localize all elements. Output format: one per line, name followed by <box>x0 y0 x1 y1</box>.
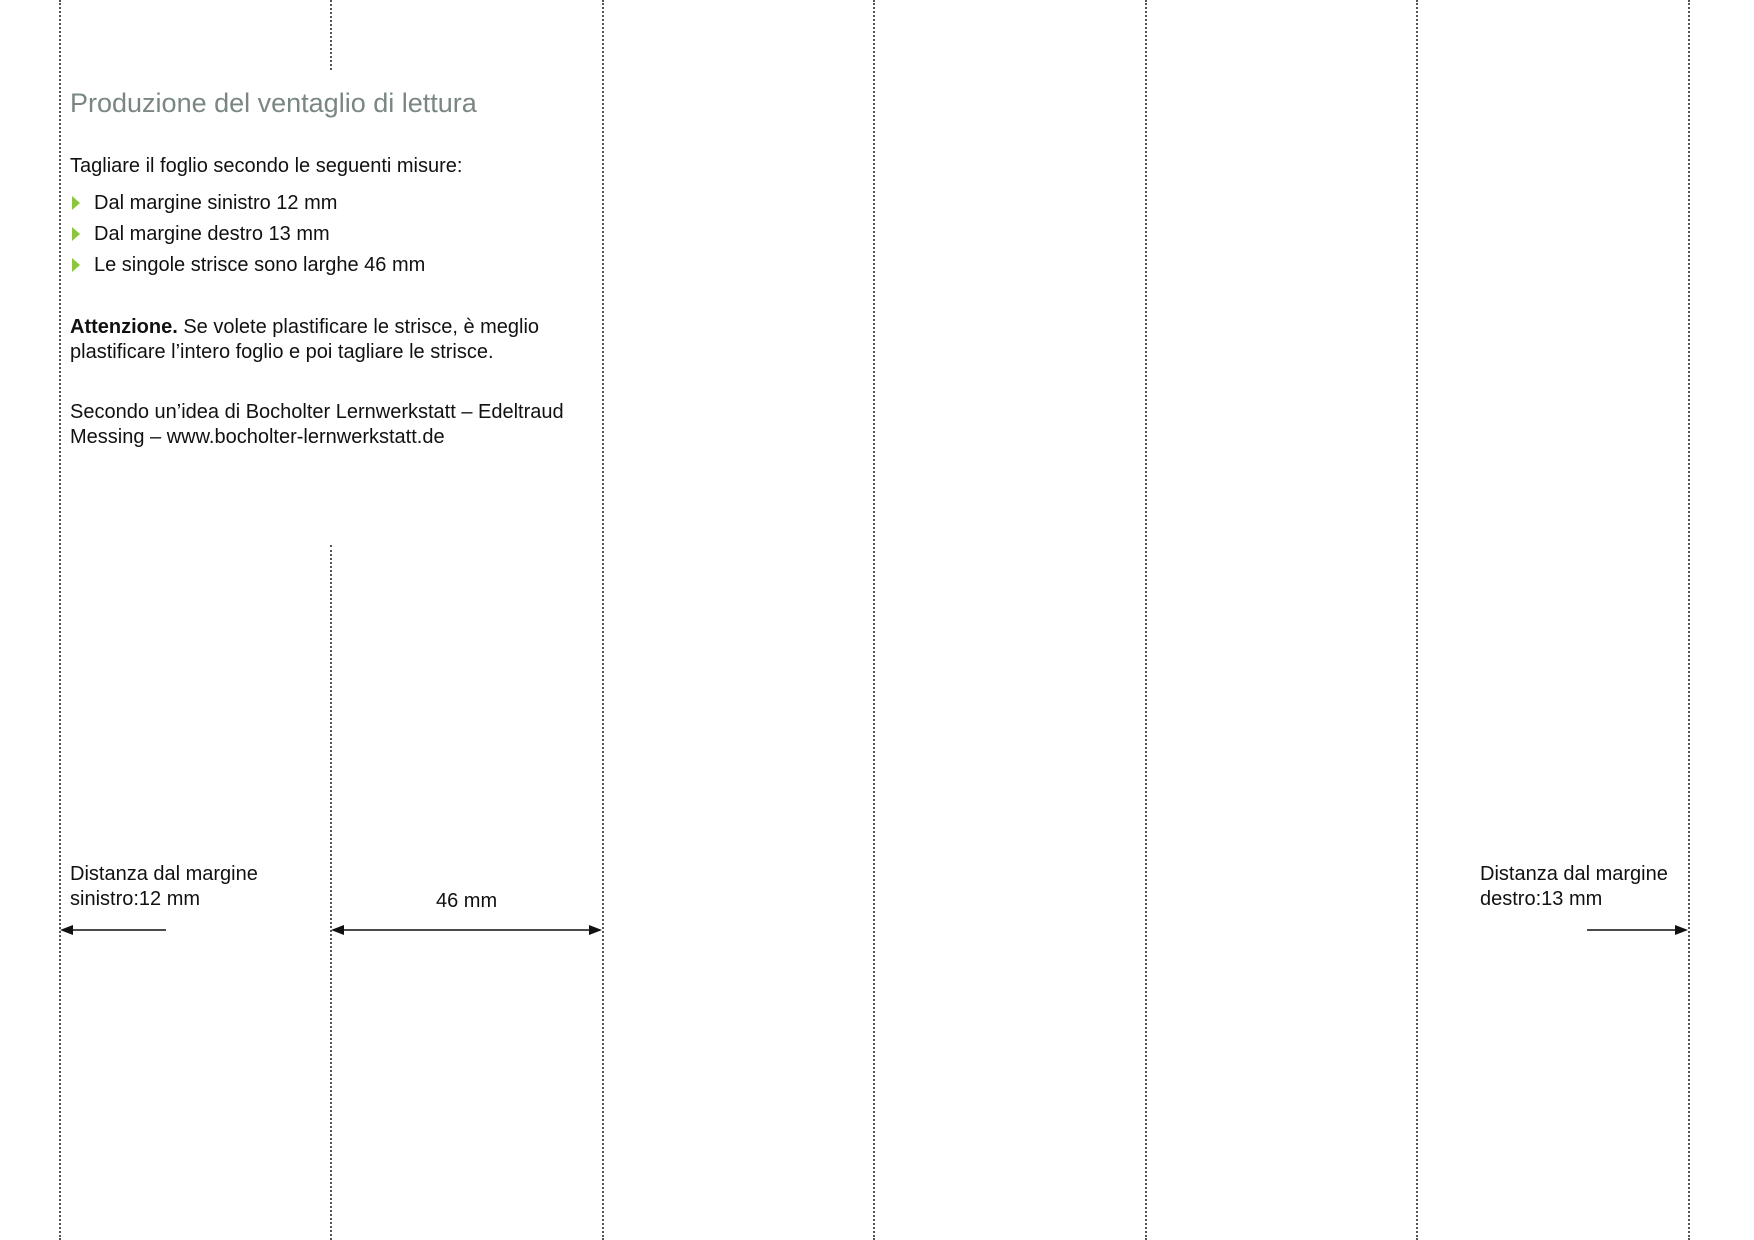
page-title: Produzione del ventaglio di lettura <box>70 88 477 118</box>
instructions-intro: Tagliare il foglio secondo le seguenti misure: <box>70 155 463 177</box>
credit-text: Secondo un’idea di Bocholter Lernwerkstatt – Edeltraud Messing – www.bocholter-lernwerkstatt.de <box>70 401 564 448</box>
arrow-head-icon <box>331 925 344 935</box>
right-margin-label-line1: Distanza dal margine <box>1480 863 1668 885</box>
right-margin-arrow <box>1587 925 1688 935</box>
strip-width-label: 46 mm <box>436 890 498 912</box>
arrow-head-icon <box>60 925 73 935</box>
arrow-head-icon <box>1675 925 1688 935</box>
strip-width-arrow <box>331 925 602 935</box>
left-margin-label-line1: Distanza dal margine <box>70 863 258 885</box>
attention-text: Se volete plastificare le strisce, è meglio plastificare l’intero foglio e poi tagliare le strisce. <box>70 316 540 363</box>
arrow-head-icon <box>589 925 602 935</box>
list-item-label: Dal margine destro 13 mm <box>94 223 330 245</box>
attention-label: Attenzione. <box>70 316 178 338</box>
right-margin-label-line2: destro:13 mm <box>1480 888 1603 910</box>
list-item-label: Le singole strisce sono larghe 46 mm <box>94 254 426 276</box>
left-margin-label-line2: sinistro:12 mm <box>70 888 201 910</box>
list-item-label: Dal margine sinistro 12 mm <box>94 192 338 214</box>
left-margin-arrow <box>60 925 166 935</box>
